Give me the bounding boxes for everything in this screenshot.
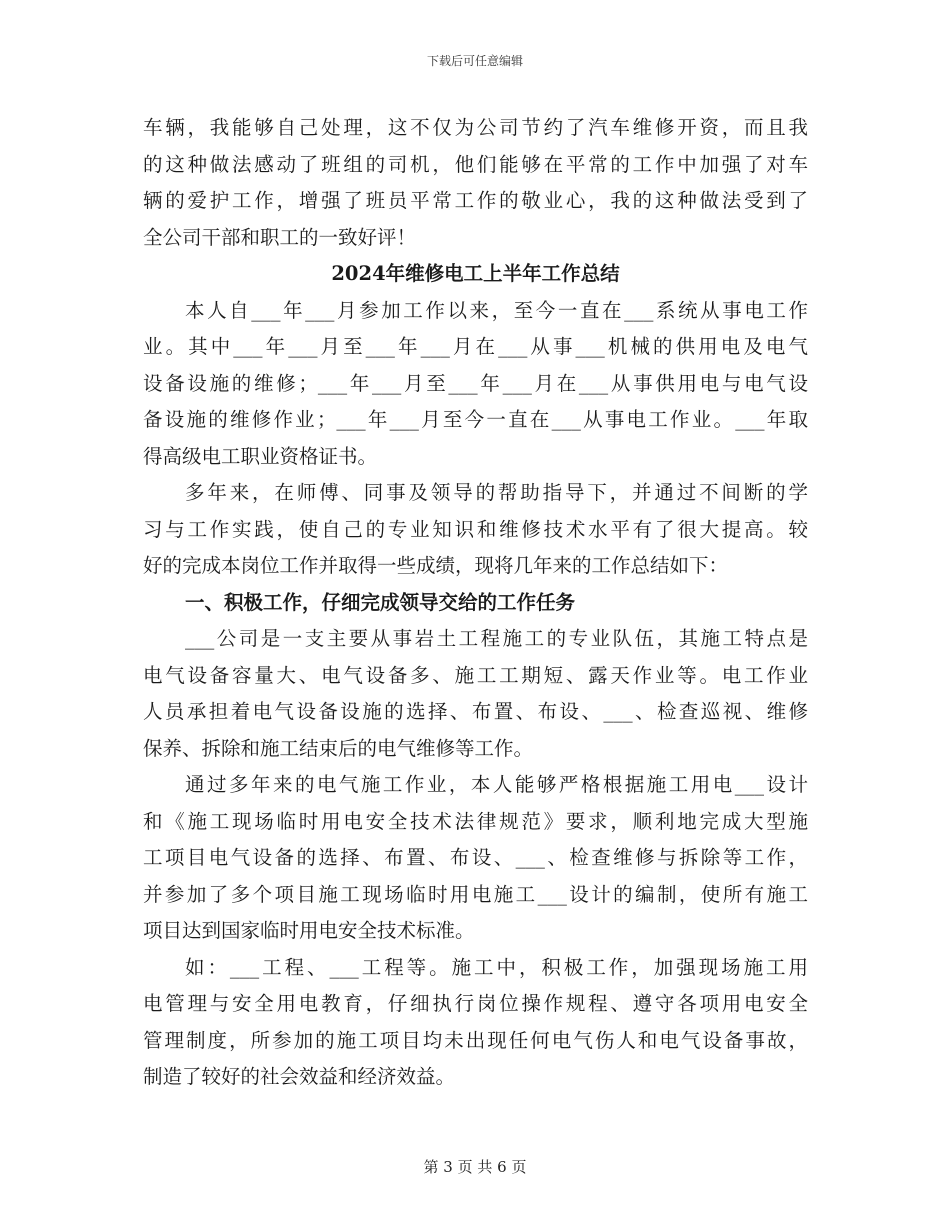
body-line: 的这种做法感动了班组的司机，他们能够在平常的工作中加强了对车	[143, 152, 808, 176]
body-line: 通过多年来的电气施工作业，本人能够严格根据施工用电___设计	[185, 773, 808, 796]
body-line: 辆的爱护工作，增强了班员平常工作的敬业心，我的这种做法受到了	[143, 189, 808, 212]
document-title: 2024年维修电工上半年工作总结	[331, 262, 620, 285]
body-line: 如：___工程、___工程等。施工中，积极工作，加强现场施工用	[185, 955, 808, 979]
body-line: 并参加了多个项目施工现场临时用电施工___设计的编制，使所有施工	[143, 882, 808, 906]
body-line: 备设施的维修作业；___年___月至今一直在___从事电工作业。___年取	[143, 408, 808, 431]
body-line: 电气设备容量大、电气设备多、施工工期短、露天作业等。电工作业	[143, 663, 808, 687]
body-line: 好的完成本岗位工作并取得一些成绩，现将几年来的工作总结如下：	[143, 554, 729, 577]
page-header: 下载后可任意编辑	[426, 54, 523, 68]
body-line: 本人自___年___月参加工作以来，至今一直在___系统从事电工作	[185, 298, 808, 322]
body-line: 多年来，在师傅、同事及领导的帮助指导下，并通过不间断的学	[185, 481, 808, 504]
section-heading: 一、积极工作，仔细完成领导交给的工作任务	[185, 590, 576, 614]
body-line: 项目达到国家临时用电安全技术标准。	[143, 919, 475, 942]
body-line: 工项目电气设备的选择、布置、布设、___、检查维修与拆除等工作，	[143, 846, 808, 869]
body-line: 业。其中___年___月至___年___月在___从事___机械的供用电及电气	[143, 335, 808, 358]
body-line: 车辆，我能够自己处理，这不仅为公司节约了汽车维修开资，而且我	[143, 116, 808, 139]
body-line: 保养、拆除和施工结束后的电气维修等工作。	[143, 736, 534, 760]
body-line: 习与工作实践，使自己的专业知识和维修技术水平有了很大提高。较	[143, 517, 808, 541]
body-line: ___公司是一支主要从事岩土工程施工的专业队伍，其施工特点是	[185, 627, 808, 650]
body-line: 全公司干部和职工的一致好评！	[143, 225, 417, 249]
body-line: 和《施工现场临时用电安全技术法律规范》要求，顺利地完成大型施	[143, 809, 808, 833]
body-line: 制造了较好的社会效益和经济效益。	[143, 1065, 456, 1088]
page-footer: 第 3 页 共 6 页	[423, 1158, 527, 1176]
document-body	[143, 110, 808, 1096]
body-line: 设备设施的维修；___年___月至___年___月在___从事供用电与电气设	[143, 371, 808, 395]
body-line: 电管理与安全用电教育，仔细执行岗位操作规程、遵守各项用电安全	[143, 992, 808, 1015]
body-line: 得高级电工职业资格证书。	[143, 444, 378, 468]
body-line: 管理制度，所参加的施工项目均未出现任何电气伤人和电气设备事故，	[143, 1028, 808, 1052]
body-line: 人员承担着电气设备设施的选择、布置、布设、___、检查巡视、维修	[143, 700, 808, 723]
